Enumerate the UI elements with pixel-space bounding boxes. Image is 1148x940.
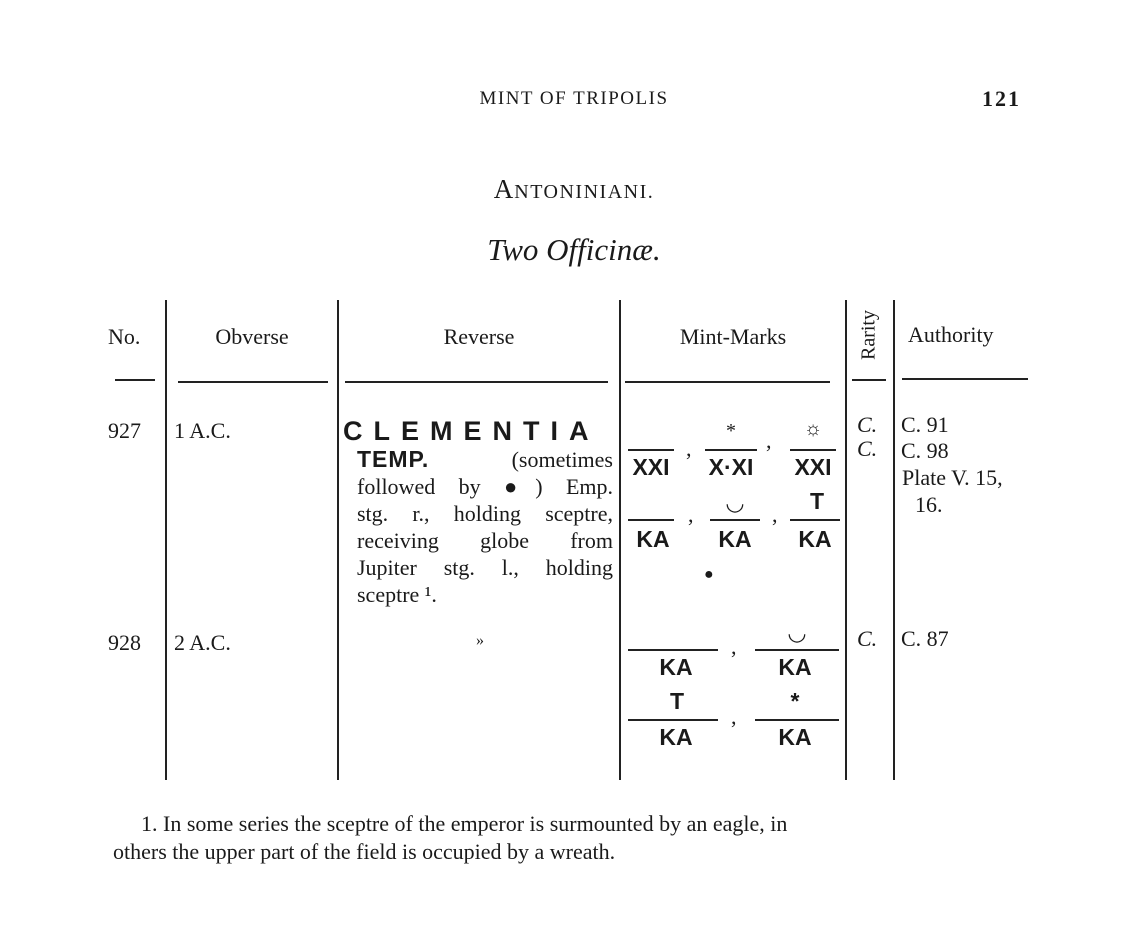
fraction-bar — [628, 649, 718, 651]
rarity-cell: C. — [857, 436, 878, 461]
header-rule — [902, 378, 1028, 380]
mint-numerator: ☼ — [803, 418, 823, 440]
authority-cell: C. 87 — [901, 626, 949, 651]
fraction-bar — [710, 519, 760, 521]
rarity-cell: C. — [857, 626, 878, 651]
footnote-line-1: 1. In some series the sceptre of the emperor is surmounted by an eagle, in — [141, 811, 788, 836]
mint-denominator: XXI — [794, 454, 832, 480]
authority-cell: 16. — [915, 492, 943, 517]
row-number: 927 — [108, 418, 141, 443]
fraction-bar — [790, 449, 836, 451]
reverse-text-5: Jupiter stg. l., holding — [357, 555, 613, 580]
mint-numerator: ◡ — [788, 620, 806, 645]
fraction-bar — [755, 649, 839, 651]
column-rule — [893, 300, 895, 780]
separator: , — [731, 634, 737, 659]
header-reverse: Reverse — [443, 324, 515, 349]
section-title — [0, 174, 1148, 205]
header-rule — [345, 381, 608, 383]
reverse-text-1: (sometimes — [511, 447, 613, 472]
reverse-text-6: sceptre ¹. — [357, 582, 437, 607]
header-obverse: Obverse — [215, 324, 289, 349]
mint-denominator: KA — [778, 654, 812, 680]
fraction-bar — [755, 719, 839, 721]
obverse-cell: 2 A.C. — [174, 630, 231, 655]
fraction-bar — [628, 719, 718, 721]
running-head: MINT OF TRIPOLIS — [479, 88, 669, 109]
reverse-ditto: » — [476, 632, 484, 649]
section-subtitle: Two Officinæ. — [487, 232, 661, 267]
separator: , — [772, 502, 778, 527]
reverse-description — [357, 446, 613, 608]
rarity-cell: C. — [857, 412, 878, 437]
mint-mark-dot: ● — [704, 566, 714, 583]
header-mint-marks: Mint-Marks — [679, 324, 787, 349]
header-rule — [625, 381, 830, 383]
mint-denominator: KA — [778, 724, 812, 750]
header-rarity: Rarity — [857, 310, 880, 360]
row-number: 928 — [108, 630, 141, 655]
fraction-bar — [705, 449, 757, 451]
mint-denominator: KA — [636, 526, 670, 552]
column-rule — [845, 300, 847, 780]
separator: , — [766, 428, 772, 453]
mint-denominator: KA — [718, 526, 752, 552]
reverse-text-3: stg. r., holding sceptre, — [357, 501, 613, 526]
section-title-initial: A — [493, 174, 515, 204]
separator: , — [731, 704, 737, 729]
mint-numerator: * — [726, 420, 736, 442]
footnote — [113, 810, 1043, 866]
reverse-text-4: receiving globe from — [357, 528, 613, 553]
mint-denominator: KA — [659, 724, 693, 750]
mint-numerator: T — [669, 688, 685, 714]
fraction-bar — [628, 449, 674, 451]
authority-cell: C. 98 — [901, 438, 949, 463]
separator: , — [688, 502, 694, 527]
reverse-text-2: followed by ●) Emp. — [357, 474, 613, 499]
obverse-cell: 1 A.C. — [174, 418, 231, 443]
reverse-legend-2: TEMP. — [357, 446, 430, 472]
mint-numerator: ◡ — [726, 490, 744, 515]
mint-denominator: KA — [659, 654, 693, 680]
header-authority: Authority — [908, 322, 994, 347]
authority-cell: C. 91 — [901, 412, 949, 437]
mint-numerator: * — [790, 688, 800, 714]
header-rule — [115, 379, 155, 381]
reverse-cell — [343, 416, 623, 608]
fraction-bar — [790, 519, 840, 521]
mint-numerator: T — [809, 488, 825, 514]
separator: , — [686, 436, 692, 461]
column-rule — [337, 300, 339, 780]
mint-denominator: KA — [798, 526, 832, 552]
header-rule — [178, 381, 328, 383]
fraction-bar — [628, 519, 674, 521]
mint-denominator: X·XI — [708, 454, 754, 480]
section-title-rest: NTONINIANI. — [514, 181, 655, 203]
column-rule — [165, 300, 167, 780]
footnote-line-2: others the upper part of the field is occupied by a wreath. — [113, 839, 616, 864]
header-rule — [852, 379, 886, 381]
reverse-legend: CLEMENTIA — [343, 416, 600, 446]
page-number: 121 — [982, 86, 1021, 111]
authority-cell: Plate V. 15, — [902, 465, 1003, 490]
mint-denominator: XXI — [632, 454, 670, 480]
header-no: No. — [108, 324, 141, 349]
